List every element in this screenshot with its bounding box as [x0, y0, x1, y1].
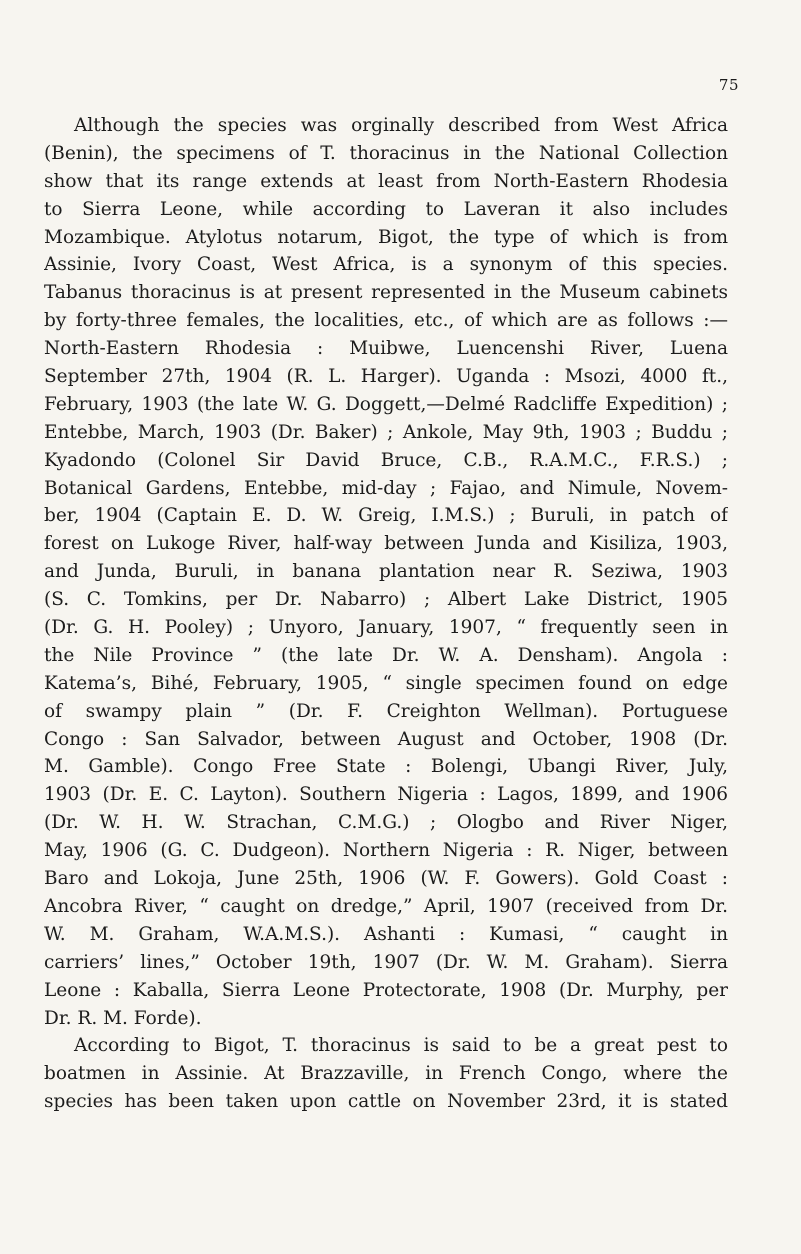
text-line: forest on Lukoge River, half-way between Junda and Kisiliza, 1903, — [44, 533, 728, 555]
text-line: North-Eastern Rhodesia : Muibwe, Luencenshi River, Luena — [44, 338, 728, 360]
text-line: (Dr. W. H. W. Strachan, C.M.G.) ; Ologbo and River Niger, — [44, 812, 728, 834]
text-line: February, 1903 (the late W. G. Doggett,—Delmé Radcliffe Expedition) ; — [44, 393, 728, 415]
text-line: Baro and Lokoja, June 25th, 1906 (W. F. Gowers). Gold Coast : — [44, 868, 728, 890]
text-line: According to Bigot, T. thoracinus is said to be a great pest to — [74, 1035, 728, 1057]
text-line: Entebbe, March, 1903 (Dr. Baker) ; Ankole, May 9th, 1903 ; Buddu ; — [44, 421, 728, 443]
body-text — [44, 112, 728, 1116]
text-line: carriers’ lines,” October 19th, 1907 (Dr. W. M. Graham). Sierra — [44, 951, 728, 973]
text-line: the Nile Province ” (the late Dr. W. A. Densham). Angola : — [44, 644, 728, 666]
text-line: and Junda, Buruli, in banana plantation near R. Seziwa, 1903 — [44, 561, 728, 583]
text-line: Dr. R. M. Forde). — [44, 1007, 202, 1029]
text-line: boatmen in Assinie. At Brazzaville, in French Congo, where the — [44, 1063, 728, 1085]
text-line: by forty-three females, the localities, etc., of which are as follows :— — [44, 310, 728, 332]
text-line: Mozambique. Atylotus notarum, Bigot, the type of which is from — [44, 226, 728, 248]
page-number: 75 — [718, 76, 739, 94]
text-line: Assinie, Ivory Coast, West Africa, is a synonym of this species. — [44, 254, 728, 276]
text-line: of swampy plain ” (Dr. F. Creighton Wellman). Portuguese — [44, 700, 728, 722]
text-line: Congo : San Salvador, between August and October, 1908 (Dr. — [44, 728, 728, 750]
text-line: (Benin), the specimens of T. thoracinus in the National Collection — [44, 142, 728, 164]
text-line: show that its range extends at least from North-Eastern Rhodesia — [44, 170, 728, 192]
text-line: Leone : Kaballa, Sierra Leone Protectorate, 1908 (Dr. Murphy, per — [44, 979, 728, 1001]
text-line: Tabanus thoracinus is at present represented in the Museum cabinets — [44, 282, 728, 304]
text-line: Katema’s, Bihé, February, 1905, “ single specimen found on edge — [44, 672, 728, 694]
text-line: Although the species was orginally described from West Africa — [74, 115, 728, 136]
text-line: W. M. Graham, W.A.M.S.). Ashanti : Kumasi, “ caught in — [44, 923, 728, 945]
text-line: ber, 1904 (Captain E. D. W. Greig, I.M.S.) ; Buruli, in patch of — [44, 505, 728, 527]
text-line: Ancobra River, “ caught on dredge,” April, 1907 (received from Dr. — [44, 895, 728, 917]
text-line: to Sierra Leone, while according to Laveran it also includes — [44, 198, 728, 220]
text-line: (Dr. G. H. Pooley) ; Unyoro, January, 1907, “ frequently seen in — [44, 617, 728, 639]
text-line: May, 1906 (G. C. Dudgeon). Northern Nigeria : R. Niger, between — [44, 840, 728, 862]
text-line: September 27th, 1904 (R. L. Harger). Uganda : Msozi, 4000 ft., — [44, 366, 728, 388]
text-line: species has been taken upon cattle on November 23rd, it is stated — [44, 1091, 728, 1113]
text-line: M. Gamble). Congo Free State : Bolengi, Ubangi River, July, — [44, 756, 728, 778]
text-line: Botanical Gardens, Entebbe, mid-day ; Fajao, and Nimule, Novem- — [44, 477, 728, 499]
text-line: 1903 (Dr. E. C. Layton). Southern Nigeria : Lagos, 1899, and 1906 — [44, 784, 728, 806]
text-line: (S. C. Tomkins, per Dr. Nabarro) ; Albert Lake District, 1905 — [44, 589, 728, 611]
text-line: Kyadondo (Colonel Sir David Bruce, C.B., R.A.M.C., F.R.S.) ; — [44, 449, 728, 471]
